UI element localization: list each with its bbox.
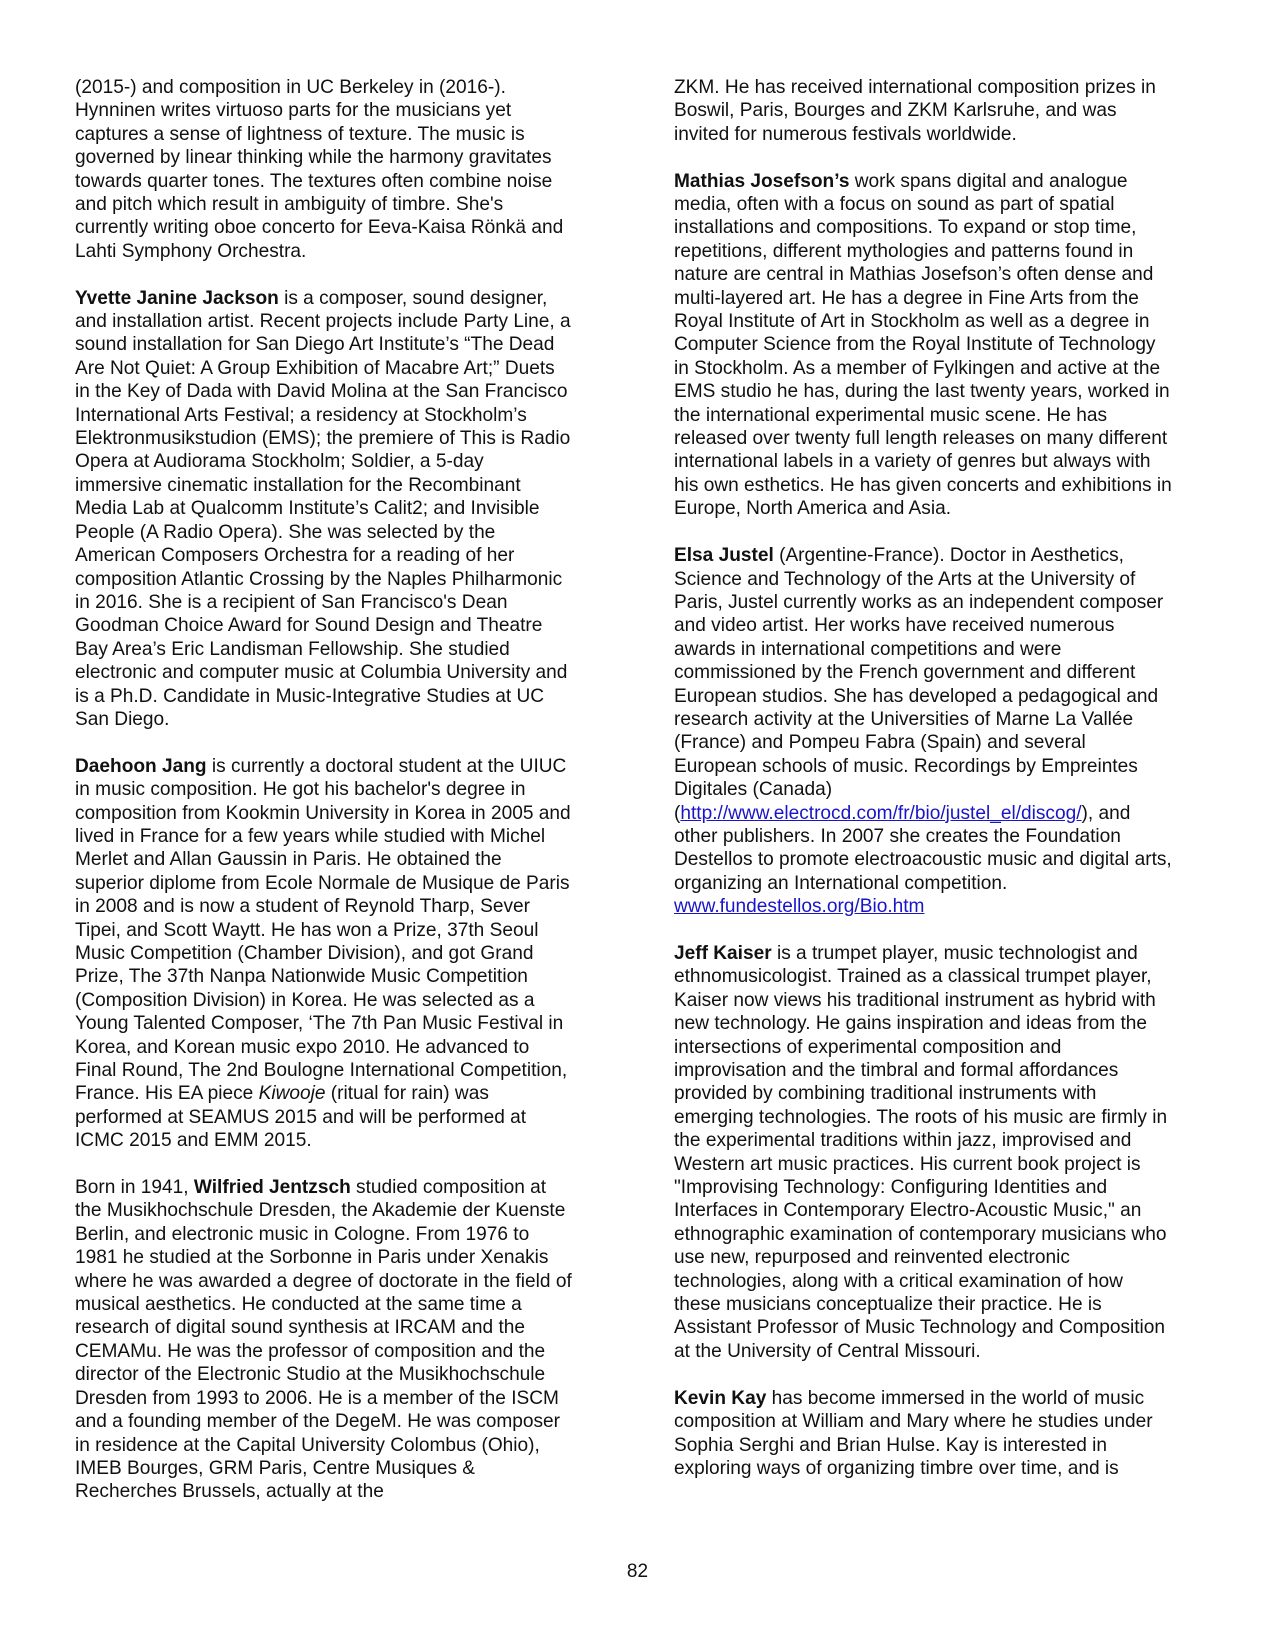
bio-justel [674,544,1172,919]
bio-text: is currently a doctoral student at the UIUC in music composition. He got his bachelor's degree in composition from Kookmin University in Korea in 2005 and lived in France for a few years while studied with Michel Merlet and Allan Gaussin in Paris. He obtained the superior diplome from Ecole Normale de Musique de Paris in 2008 and is now a student of Reynold Tharp, Sever Tipei, and Scott Waytt. He has won a Prize, 37th Seoul Music Competition (Chamber Division), and got Grand Prize, The 37th Nanpa Nationwide Music Competition (Composition Division) in Korea. He was selected as a Young Talented Composer, ‘The 7th Pan Music Festival in Korea, and Korean music expo 2010. He advanced to Final Round, The 2nd Boulogne International Competition, France. His EA piece [75,755,571,1105]
bio-text: (Argentine-France). Doctor in Aesthetics, Science and Technology of the Arts at the University of Paris, Justel currently works as an independent composer and video artist. Her works have received numerous awards in international competitions and were commissioned by the French government and different European studios. She has developed a pedagogical and research activity at the Universities of Marne La Vallée (France) and Pompeu Fabra (Spain) and several European schools of music. Recordings by Empreintes Digitales (Canada) ( [674,545,1164,824]
bio-text: (ritual for rain) was performed at SEAMUS 2015 and will be performed at ICMC 2015 and EMM 2015. [75,1083,527,1152]
discography-link[interactable]: http://www.electrocd.com/fr/bio/justel_el/discog/ [680,802,1082,824]
bio-jang [75,755,573,1153]
bio-text: is a trumpet player, music technologist and ethnomusicologist. Trained as a classical trumpet player, Kaiser now views his traditional instrument as hybrid with new technology. He gains inspiration and ideas from the intersections of experimental composition and improvisation and the timbral and formal affordances provided by combining traditional instruments with emerging technologies. The roots of his music are firmly in the experimental traditions within jazz, improvised and Western art music practices. His current book project is "Improvising Technology: Configuring Identities and Interfaces in Contemporary Electro-Acoustic Music," an ethnographic examination of contemporary musicians who use new, repurposed and reinvented electronic technologies, along with a critical examination of how these musicians conceptualize their practice. He is Assistant Professor of Music Technology and Composition at the University of Central Missouri. [674,942,1168,1362]
bio-name: Mathias Josefson’s [674,170,850,192]
bio-name: Daehoon Jang [75,755,207,777]
left-column [75,76,573,1504]
bio-text: has become immersed in the world of music composition at William and Mary where he studies under Sophia Serghi and Brian Hulse. Kay is interested in exploring ways of organizing timbre over time, and is [674,1387,1153,1479]
bio-kay [674,1387,1172,1481]
work-title: Kiwooje [258,1083,326,1105]
right-column [674,76,1172,1480]
bio-name: Elsa Justel [674,545,774,567]
bio-text: work spans digital and analogue media, often with a focus on sound as part of spatial installations and compositions. To expand or stop time, repetitions, different mythologies and patterns found in nature are central in Mathias Josefson’s often dense and multi-layered art. He has a degree in Fine Arts from the Royal Institute of Art in Stockholm as well as a degree in Computer Science from the Royal Institute of Technology in Stockholm. As a member of Fylkingen and active at the EMS studio he has, during the last twenty years, worked in the international experimental music scene. He has released over twenty full length releases on many different international labels in a variety of genres but always with his own esthetics. He has given concerts and exhibitions in Europe, North America and Asia. [674,170,1172,520]
bio-jentzsch [75,1176,573,1504]
bio-text: studied composition at the Musikhochschule Dresden, the Akademie der Kuenste Berlin, and electronic music in Cologne. From 1976 to 1981 he studied at the Sorbonne in Paris under Xenakis where he was awarded a degree of doctorate in the field of musical aesthetics. He conducted at the same time a research of digital sound synthesis at IRCAM and the CEMAMu. He was the professor of composition and the director of the Electronic Studio at the Musikhochschule Dresden from 1993 to 2006. He is a member of the ISCM and a founding member of the DegeM. He was composer in residence at the Capital University Colombus (Ohio), IMEB Bourges, GRM Paris, Centre Musiques & Recherches Brussels, actually at the [75,1177,572,1503]
bio-text: ), and other publishers. In 2007 she creates the Foundation Destellos to promote electroacoustic music and digital arts, organizing an International competition. [674,802,1172,894]
bio-josefson [674,170,1172,521]
bio-jackson [75,287,573,732]
bio-hynninen-continued [75,76,573,263]
page-number: 82 [626,1561,649,1582]
bio-jentzsch-continued [674,76,1172,146]
foundation-link[interactable]: www.fundestellos.org/Bio.htm [674,896,925,918]
bio-text: Born in 1941, [75,1177,194,1199]
bio-text: is a composer, sound designer, and installation artist. Recent projects include Party Line, a sound installation for San Diego Art Institute’s “The Dead Are Not Quiet: A Group Exhibition of Macabre Art;” Duets in the Key of Dada with David Molina at the San Francisco International Arts Festival; a residency at Stockholm’s Elektronmusikstudion (EMS); the premiere of This is Radio Opera at Audiorama Stockholm; Soldier, a 5-day immersive cinematic installation for the Recombinant Media Lab at Qualcomm Institute’s Calit2; and Invisible People (A Radio Opera). She was selected by the American Composers Orchestra for a reading of her composition Atlantic Crossing by the Naples Philharmonic in 2016. She is a recipient of San Francisco's Dean Goodman Choice Award for Sound Design and Theatre Bay Area’s Eric Landisman Fellowship. She studied electronic and computer music at Columbia University and is a Ph.D. Candidate in Music-Integrative Studies at UC San Diego. [75,287,571,730]
bio-name: Jeff Kaiser [674,942,772,964]
bio-text: (2015-) and composition in UC Berkeley in (2016-). Hynninen writes virtuoso parts for the musicians yet captures a sense of lightness of texture. The music is governed by linear thinking while the harmony gravitates towards quarter tones. The textures often combine noise and pitch which result in ambiguity of timbre. She's currently writing oboe concerto for Eeva-Kaisa Rönkä and Lahti Symphony Orchestra. [75,77,564,262]
bio-text: ZKM. He has received international composition prizes in Boswil, Paris, Bourges and ZKM Karlsruhe, and was invited for numerous festivals worldwide. [674,77,1156,145]
bio-name: Wilfried Jentzsch [193,1177,351,1199]
bio-name: Yvette Janine Jackson [75,287,279,309]
bio-name: Kevin Kay [674,1387,767,1409]
bio-kaiser [674,942,1172,1363]
